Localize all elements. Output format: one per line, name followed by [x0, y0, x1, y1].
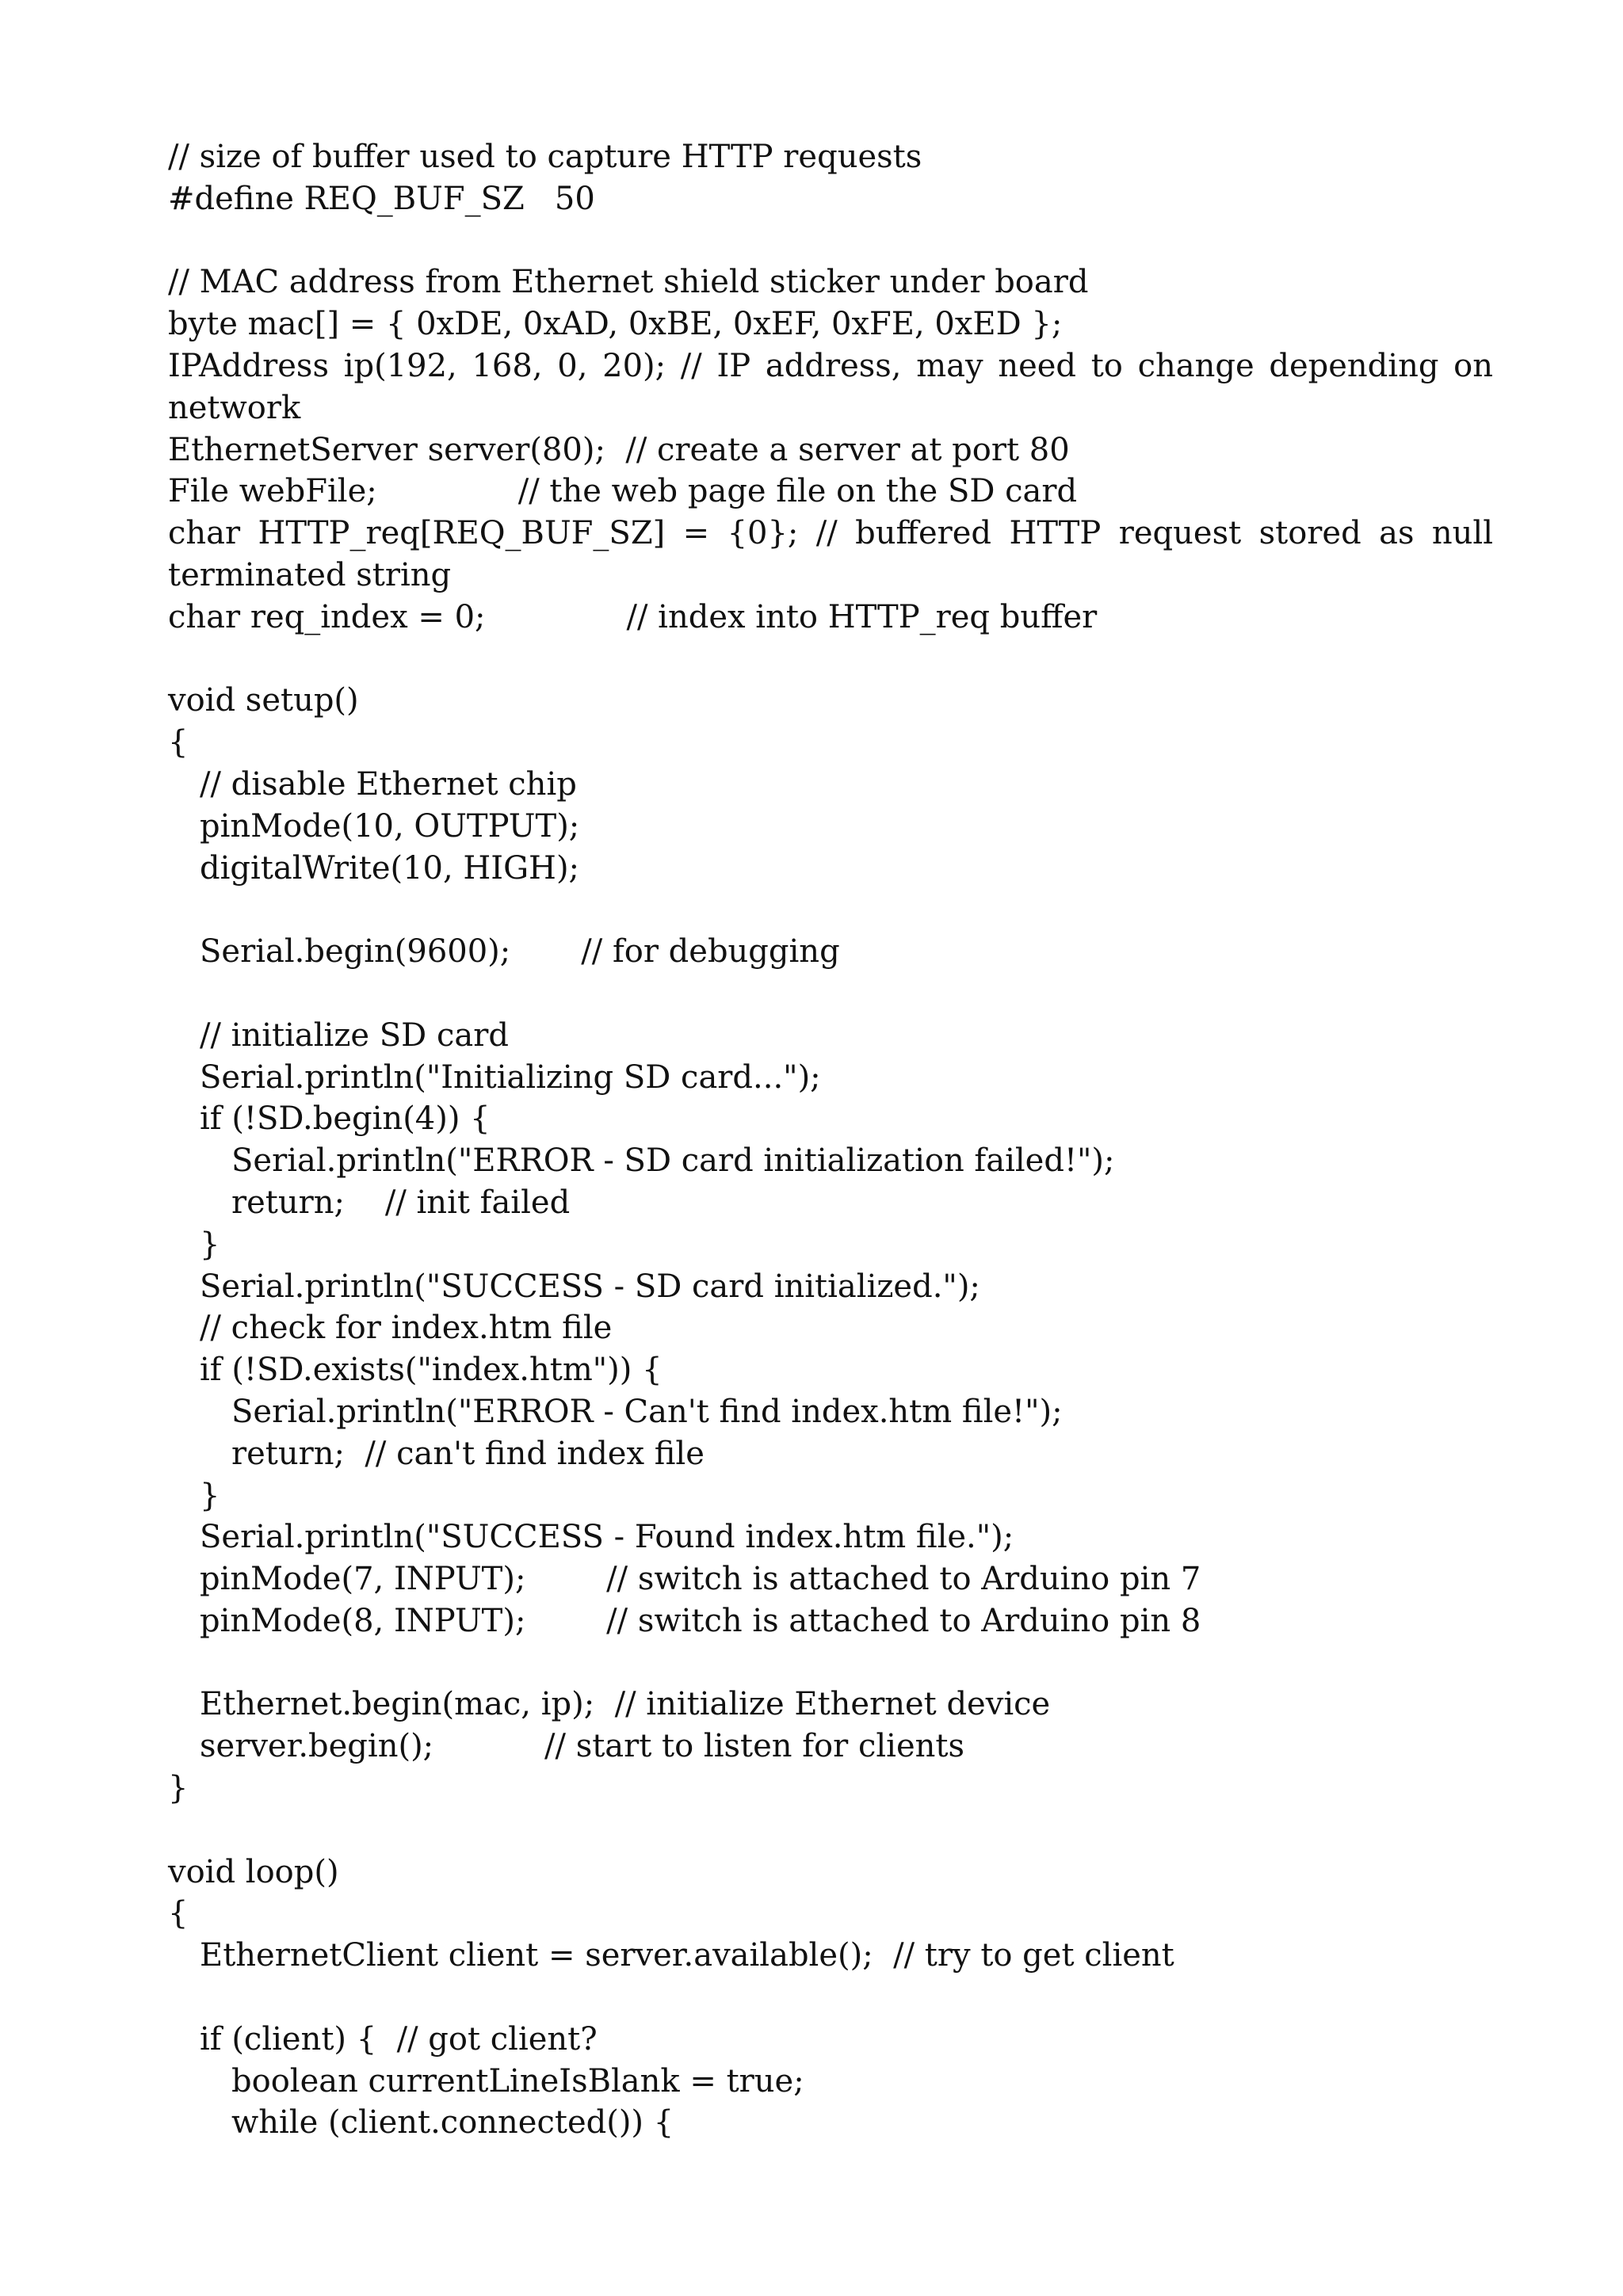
code-line: } [168, 1770, 189, 1807]
code-line: if (!SD.exists("index.htm")) { [200, 1352, 663, 1389]
code-line: char req_index = 0; // index into HTTP_req buffer [168, 598, 1098, 635]
code-line: // check for index.htm file [200, 1310, 613, 1347]
code-line: char HTTP_req[REQ_BUF_SZ] = {0}; // buffered HTTP request stored as null [168, 515, 1493, 552]
code-line: Serial.begin(9600); // for debugging [200, 933, 840, 971]
code-line: server.begin(); // start to listen for clients [200, 1728, 964, 1765]
code-listing [168, 136, 1493, 2144]
code-line: Serial.println("ERROR - SD card initialization failed!"); [231, 1142, 1115, 1180]
code-line: { [168, 724, 189, 761]
code-line: { [168, 1895, 189, 1932]
code-line: return; // init failed [231, 1184, 571, 1221]
code-line: pinMode(10, OUTPUT); [200, 807, 580, 845]
code-line: while (client.connected()) { [231, 2104, 674, 2142]
code-line: pinMode(8, INPUT); // switch is attached to Arduino pin 8 [200, 1602, 1201, 1639]
code-line: // MAC address from Ethernet shield sticker under board [168, 264, 1089, 301]
code-line: byte mac[] = { 0xDE, 0xAD, 0xBE, 0xEF, 0xFE, 0xED }; [168, 306, 1063, 343]
code-line: } [200, 1477, 220, 1514]
code-line: IPAddress ip(192, 168, 0, 20); // IP address, may need to change depending on [168, 347, 1493, 384]
blank-line [168, 889, 1493, 931]
code-line: Serial.println("SUCCESS - Found index.htm file."); [200, 1519, 1014, 1556]
code-line: Ethernet.begin(mac, ip); // initialize Ethernet device [200, 1686, 1051, 1723]
blank-line [168, 1642, 1493, 1684]
code-line: void loop() [168, 1853, 339, 1890]
blank-line [168, 639, 1493, 681]
blank-line [168, 1810, 1493, 1852]
blank-line [168, 973, 1493, 1015]
code-line: void setup() [168, 682, 359, 719]
code-line: Serial.println("SUCCESS - SD card initialized."); [200, 1268, 980, 1305]
code-line: digitalWrite(10, HIGH); [200, 849, 580, 887]
code-line: network [168, 389, 301, 426]
code-line: #define REQ_BUF_SZ 50 [168, 180, 595, 217]
code-line: // initialize SD card [200, 1016, 509, 1054]
blank-line [168, 1977, 1493, 2019]
code-line: return; // can't find index file [231, 1435, 705, 1472]
code-line: if (!SD.begin(4)) { [200, 1100, 491, 1138]
code-line: if (client) { // got client? [200, 2020, 598, 2058]
code-line: // size of buffer used to capture HTTP requests [168, 139, 922, 175]
code-line: Serial.println("Initializing SD card..."); [200, 1058, 821, 1096]
code-line: pinMode(7, INPUT); // switch is attached to Arduino pin 7 [200, 1561, 1201, 1598]
code-line: Serial.println("ERROR - Can't find index.htm file!"); [231, 1393, 1063, 1430]
code-line: File webFile; // the web page file on the SD card [168, 473, 1078, 510]
code-line: } [200, 1226, 220, 1263]
code-line: EthernetClient client = server.available(); // try to get client [200, 1937, 1174, 1974]
blank-line [168, 220, 1493, 262]
code-line: EthernetServer server(80); // create a server at port 80 [168, 431, 1070, 468]
code-line: // disable Ethernet chip [200, 765, 577, 803]
code-line: terminated string [168, 556, 452, 593]
code-line: boolean currentLineIsBlank = true; [231, 2062, 804, 2100]
